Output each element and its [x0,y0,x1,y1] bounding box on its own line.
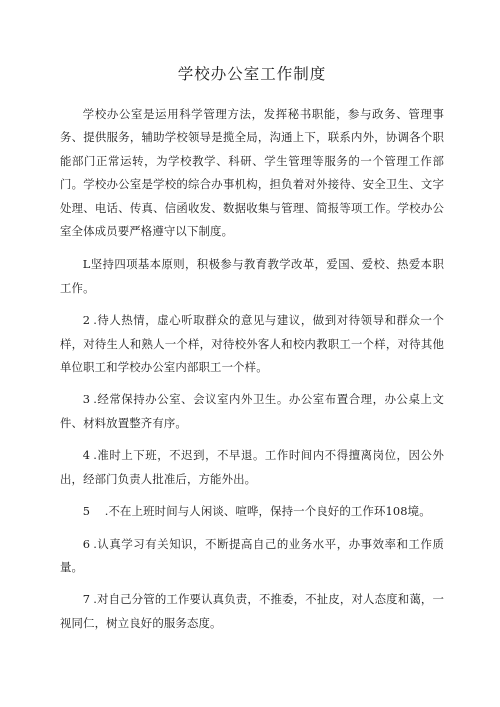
document-title: 学校办公室工作制度 [177,65,327,83]
rule-number: 4 [82,448,91,463]
rule-number: 2 [82,313,91,328]
rule-item-4 [60,444,444,491]
rule-item-2 [60,309,444,379]
document-page [60,62,444,644]
rule-item-6 [60,533,444,580]
rule-text: .待人热情，虚心听取群众的意见与建议，做到对待领导和群众一个样，对待生人和熟人一个样，对待校外客人和校内教职工一个样，对待其他单位职工和学校办公室内部职工一个样。 [60,313,444,375]
rule-item-1 [60,253,444,300]
rule-item-7 [60,588,444,635]
rule-item-3 [60,388,444,435]
rule-number: 3 [82,392,91,407]
rule-number: 7 [82,592,91,607]
rule-text: .认真学习有关知识，不断提高自己的业务水平，办事效率和工作质量。 [60,536,444,574]
rule-text: .不在上班时间与人闲谈、喧哗，保持一个良好的工作环108境。 [93,504,431,519]
rule-text: .对自己分管的工作要认真负责，不推委，不扯皮，对人态度和蔼，一视同仁，树立良好的服务态度。 [60,592,444,630]
rule-text: L坚持四项基本原则，积极参与教育教学改革，爱国、爱校、热爱本职工作。 [60,257,444,295]
rule-item-5 [60,500,444,523]
rule-text: .经常保持办公室、会议室内外卫生。办公室布置合理，办公桌上文件、材料放置整齐有序。 [60,392,444,430]
rule-number: 5 [82,504,91,519]
intro-paragraph: 学校办公室是运用科学管理方法，发挥秘书职能，参与政务、管理事务、提供服务，辅助学校领导是揽全局，沟通上下，联系内外，协调各个职能部门正常运转，为学校教学、科研、学生管理等服务的一个管理工作部门。学校办公室是学校的综合办事机构，担负着对外接待、安全卫生、文字处理、电话、传真、信函收发、数据收集与管理、简报等项工作。学校办公室全体成员要严格遵守以下制度。 [60,107,444,239]
rule-number: 6 [82,536,91,551]
rule-text: .准时上下班，不迟到，不早退。工作时间内不得擅离岗位，因公外出，经部门负责人批准后，方能外出。 [60,448,444,486]
